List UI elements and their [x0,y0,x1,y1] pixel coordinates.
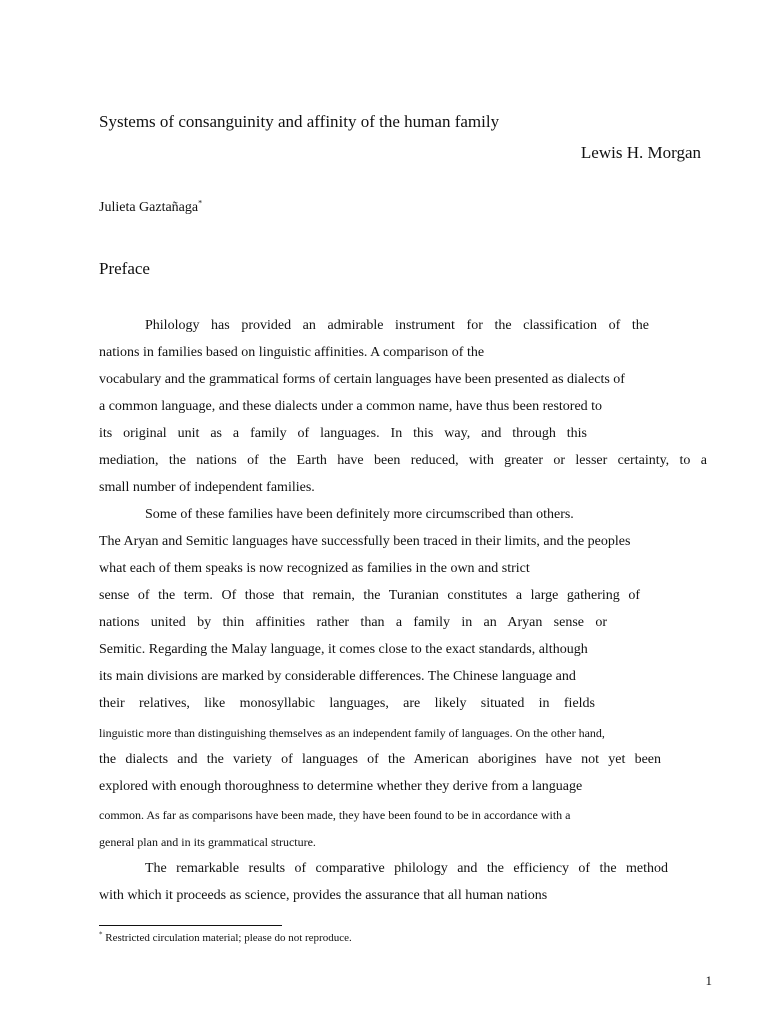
translator-line [99,200,202,216]
body-line: nations united by thin affinities rather than a family in an Aryan sense or [99,615,607,630]
body-line: general plan and in its grammatical structure. [99,835,316,849]
translator-footnote-mark: * [198,198,203,208]
section-heading: Preface [99,259,150,278]
footnote-text: Restricted circulation material; please do not reproduce. [105,932,352,944]
body-line: mediation, the nations of the Earth have been reduced, with greater or lesser certainty, to a [99,453,707,468]
body-line: Semitic. Regarding the Malay language, it comes close to the exact standards, although [99,642,588,657]
body-line: explored with enough thoroughness to determine whether they derive from a language [99,779,583,794]
body-line: small number of independent families. [99,480,315,495]
body-line: a common language, and these dialects under a common name, have thus been restored to [99,399,603,414]
body-line: The remarkable results of comparative philology and the efficiency of the method [145,861,668,876]
body-line: Philology has provided an admirable instrument for the classification of the [145,318,649,333]
body-line: what each of them speaks is now recognized as families in the own and strict [99,561,530,576]
body-line: sense of the term. Of those that remain, the Turanian constitutes a large gathering of [99,588,640,603]
body-line: its original unit as a family of languages. In this way, and through this [99,426,587,441]
body-line: with which it proceeds as science, provides the assurance that all human nations [99,888,548,903]
body-line: nations in families based on linguistic affinities. A comparison of the [99,345,485,360]
page-number: 1 [705,973,712,988]
original-author: Lewis H. Morgan [580,143,701,162]
body-line: common. As far as comparisons have been made, they have been found to be in accordance with a [99,808,571,822]
body-line: The Aryan and Semitic languages have successfully been traced in their limits, and the peoples [99,534,631,549]
body-line: vocabulary and the grammatical forms of certain languages have been presented as dialects of [99,372,625,387]
footnote-mark: * [99,930,103,939]
body-line: their relatives, like monosyllabic languages, are likely situated in fields [99,696,595,711]
footnote-divider [99,925,282,926]
translator-name: Julieta Gaztañaga [99,200,199,215]
body-line: its main divisions are marked by considerable differences. The Chinese language and [99,669,576,684]
footnote [99,932,352,944]
body-line: the dialects and the variety of languages of the American aborigines have not yet been [99,752,661,767]
body-line: Some of these families have been definitely more circumscribed than others. [145,507,574,522]
body-line: linguistic more than distinguishing themselves as an independent family of languages. On the other hand, [99,726,605,740]
document-title: Systems of consanguinity and affinity of the human family [99,112,500,131]
